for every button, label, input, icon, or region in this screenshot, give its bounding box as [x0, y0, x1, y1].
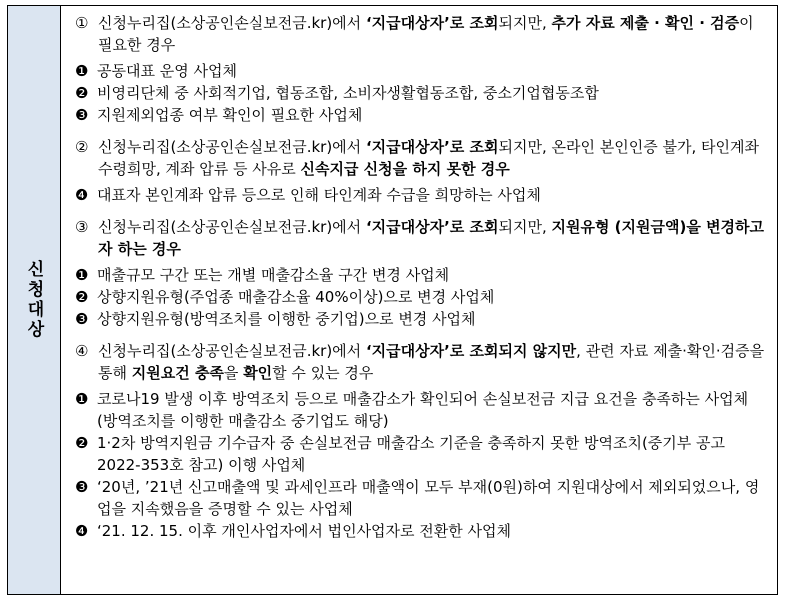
- list-item: [75, 520, 767, 542]
- heading-text: , 관련 자료 제출·확인·검증을 통해: [98, 342, 765, 382]
- case-items: [75, 184, 767, 206]
- case-items: [75, 264, 767, 330]
- case-heading: [75, 12, 767, 56]
- emphasis-text: ‘지급대상자’로 조회되지 않지만: [365, 342, 577, 360]
- heading-text: 신청누리집(소상공인손실보전금.kr)에서: [98, 14, 366, 32]
- list-item: [75, 104, 767, 126]
- heading-text: 되지만,: [498, 218, 552, 236]
- heading-text: 신청누리집(소상공인손실보전금.kr)에서: [98, 342, 366, 360]
- item-text: 대표자 본인계좌 압류 등으로 인해 타인계좌 수급을 희망하는 사업체: [97, 186, 541, 204]
- item-text: 1·2차 방역지원금 기수급자 중 손실보전금 매출감소 기준을 충족하지 못한 방역조치(중기부 공고 2022-353호 참고) 이행 사업체: [97, 434, 726, 474]
- case-section: [75, 340, 767, 542]
- item-text: 상향지원유형(방역조치를 이행한 중기업)으로 변경 사업체: [97, 310, 476, 328]
- heading-text: 신청누리집(소상공인손실보전금.kr)에서: [98, 218, 366, 236]
- heading-text: 되지만, 온라인 본인인증 불가, 타인계좌 수령희망, 계좌 압류 등 사유로: [98, 138, 759, 178]
- item-text: 상향지원유형(주업종 매출감소율 40%이상)으로 변경 사업체: [97, 288, 495, 306]
- case-heading: [75, 340, 767, 384]
- case-number: ④: [75, 342, 89, 360]
- heading-text: 할 수 있는 경우: [272, 364, 374, 382]
- emphasis-text: 지원요건 충족: [131, 364, 224, 382]
- emphasis-text: 추가 자료 제출 · 확인 · 검증: [551, 14, 740, 32]
- item-text: 공동대표 운영 사업체: [97, 62, 237, 80]
- emphasis-text: ‘지급대상자’로 조회: [365, 218, 499, 236]
- number-bullet-icon: ❷: [75, 288, 89, 306]
- emphasis-text: 지원유형 (지원금액)을 변경하고자 하는 경우: [98, 218, 765, 258]
- list-item: [75, 82, 767, 104]
- list-item: [75, 308, 767, 330]
- case-number: ③: [75, 218, 89, 236]
- item-text: 코로나19 발생 이후 방역조치 등으로 매출감소가 확인되어 손실보전금 지급 요건을 충족하는 사업체 (방역조치를 이행한 매출감소 중기업도 해당): [97, 390, 749, 430]
- case-section: [75, 136, 767, 206]
- list-item: [75, 264, 767, 286]
- item-text: 매출규모 구간 또는 개별 매출감소율 구간 변경 사업체: [97, 266, 450, 284]
- number-bullet-icon: ❸: [75, 310, 89, 328]
- item-text: ‘21. 12. 15. 이후 개인사업자에서 법인사업자로 전환한 사업체: [97, 522, 512, 540]
- number-bullet-icon: ❶: [75, 390, 89, 408]
- heading-text: 되지만,: [498, 14, 552, 32]
- emphasis-text: ‘지급대상자’로 조회: [365, 14, 499, 32]
- number-bullet-icon: ❶: [75, 62, 89, 80]
- case-heading: [75, 216, 767, 260]
- case-number: ①: [75, 14, 89, 32]
- number-bullet-icon: ❸: [75, 106, 89, 124]
- case-number: ②: [75, 138, 89, 156]
- list-item: [75, 184, 767, 206]
- item-text: 지원제외업종 여부 확인이 필요한 사업체: [97, 106, 363, 124]
- heading-text: 신청누리집(소상공인손실보전금.kr)에서: [98, 138, 366, 156]
- emphasis-text: 확인: [243, 364, 273, 382]
- list-item: [75, 286, 767, 308]
- case-section: [75, 12, 767, 126]
- number-bullet-icon: ❷: [75, 434, 89, 452]
- list-item: [75, 476, 767, 520]
- label-text: 신청대상: [23, 260, 44, 340]
- number-bullet-icon: ❷: [75, 84, 89, 102]
- list-item: [75, 388, 767, 432]
- case-heading: [75, 136, 767, 180]
- emphasis-text: ‘지급대상자’로 조회: [365, 138, 499, 156]
- heading-text: 이 필요한 경우: [98, 14, 754, 54]
- number-bullet-icon: ❶: [75, 266, 89, 284]
- case-items: [75, 60, 767, 126]
- number-bullet-icon: ❸: [75, 478, 89, 496]
- eligibility-table: [7, 5, 778, 595]
- emphasis-text: 신속지급 신청을 하지 못한 경우: [300, 160, 510, 178]
- number-bullet-icon: ❹: [75, 522, 89, 540]
- label-cell: [8, 6, 61, 594]
- case-section: [75, 216, 767, 330]
- heading-text: 을: [223, 364, 244, 382]
- item-text: 비영리단체 중 사회적기업, 협동조합, 소비자생활협동조합, 중소기업협동조합: [97, 84, 599, 102]
- item-text: ‘20년, ’21년 신고매출액 및 과세인프라 매출액이 모두 부재(0원)하여 지원대상에서 제외되었으나, 영업을 지속했음을 증명할 수 있는 사업체: [97, 478, 760, 518]
- list-item: [75, 60, 767, 82]
- list-item: [75, 432, 767, 476]
- number-bullet-icon: ❹: [75, 186, 89, 204]
- content-cell: [61, 6, 777, 594]
- case-items: [75, 388, 767, 542]
